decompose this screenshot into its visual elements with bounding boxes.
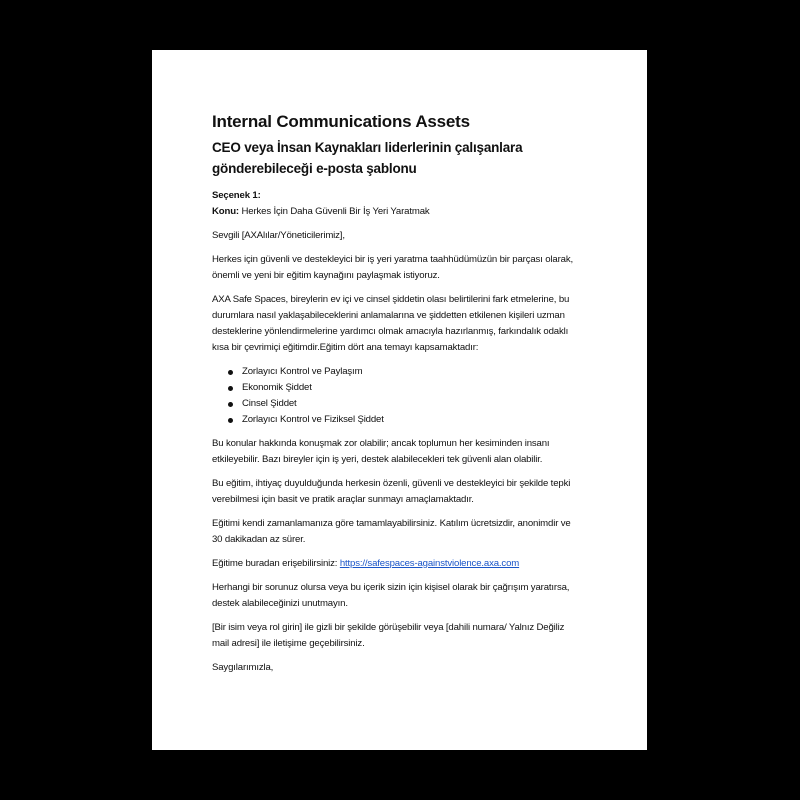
access-text: Eğitime buradan erişebilirsiniz: — [212, 558, 340, 569]
text-line: durumlara nasıl yaklaşabileceklerini anlamalarına ve şiddetten etkilenen kişileri uzman — [212, 310, 565, 321]
text-line: önemli ve yeni bir eğitim kaynağını paylaşmak istiyoruz. — [212, 270, 440, 281]
list-item: Zorlayıcı Kontrol ve Fiziksel Şiddet — [212, 412, 632, 428]
text-line: mail adresi] ile iletişime geçebilirsiniz. — [212, 638, 365, 649]
subtitle-line: CEO veya İnsan Kaynakları liderlerinin çalışanlara — [212, 140, 523, 155]
theme-list — [212, 364, 632, 428]
text-line: etkileyebilir. Bazı bireyler için iş yeri, destek alabilecekleri tek güvenli alan olabilir. — [212, 454, 543, 465]
text-line: Bu konular hakkında konuşmak zor olabilir; ancak toplumun her kesiminden insanı — [212, 438, 550, 449]
list-item: Ekonomik Şiddet — [212, 380, 632, 396]
text-line: destek alabileceğinizi unutmayın. — [212, 598, 348, 609]
paragraph-2 — [212, 292, 632, 356]
text-line: verebilmesi için basit ve pratik araçlar sunmayı amaçlamaktadır. — [212, 494, 474, 505]
training-link[interactable]: https://safespaces-againstviolence.axa.com — [339, 558, 520, 569]
bullet-icon — [228, 370, 233, 375]
document-content — [212, 112, 632, 684]
paragraph-7 — [212, 620, 632, 652]
text-line: Herkes için güvenli ve destekleyici bir iş yeri yaratma taahhüdümüzün bir parçası olarak, — [212, 254, 573, 265]
text-line: [Bir isim veya rol girin] ile gizli bir şekilde görüşebilir veya [dahili numara/ Yalnız Değiliz — [212, 622, 565, 633]
text-line: Eğitimi kendi zamanlamanıza göre tamamlayabilirsiniz. Katılım ücretsizdir, anonimdir ve — [212, 518, 571, 529]
access-paragraph — [212, 556, 632, 572]
paragraph-5 — [212, 516, 632, 548]
subtitle-line: gönderebileceği e-posta şablonu — [212, 161, 417, 176]
text-line: Bu eğitim, ihtiyaç duyulduğunda herkesin özenli, güvenli ve destekleyici bir şekilde tepki — [212, 478, 571, 489]
list-item: Cinsel Şiddet — [212, 396, 632, 412]
document-page — [152, 50, 647, 750]
paragraph-1 — [212, 252, 632, 284]
closing: Saygılarımızla, — [212, 662, 274, 673]
paragraph-3 — [212, 436, 632, 468]
list-item: Zorlayıcı Kontrol ve Paylaşım — [212, 364, 632, 380]
bullet-icon — [228, 386, 233, 391]
paragraph-4 — [212, 476, 632, 508]
option-label: Seçenek 1: — [212, 190, 261, 201]
header-block — [212, 188, 632, 220]
text-line: desteklerine yönlendirmelerine yardımcı olmak amacıyla hazırlanmış, farkındalık odaklı — [212, 326, 569, 337]
paragraph-6 — [212, 580, 632, 612]
bullet-icon — [228, 402, 233, 407]
text-line: kısa bir çevrimiçi eğitimdir.Eğitim dört ana temayı kapsamaktadır: — [212, 342, 479, 353]
document-title: Internal Communications Assets — [212, 112, 470, 131]
bullet-icon — [228, 418, 233, 423]
subject-label: Konu: — [212, 206, 239, 217]
text-line: Herhangi bir sorunuz olursa veya bu içerik sizin için kişisel olarak bir çağrışım yaratırsa, — [212, 582, 570, 593]
subject-text: Herkes İçin Daha Güvenli Bir İş Yeri Yaratmak — [241, 206, 430, 217]
text-line: AXA Safe Spaces, bireylerin ev içi ve cinsel şiddetin olası belirtilerini fark etmelerine, bu — [212, 294, 570, 305]
greeting: Sevgili [AXAlılar/Yöneticilerimiz], — [212, 230, 345, 241]
text-line: 30 dakikadan az sürer. — [212, 534, 306, 545]
document-subtitle — [212, 137, 632, 179]
